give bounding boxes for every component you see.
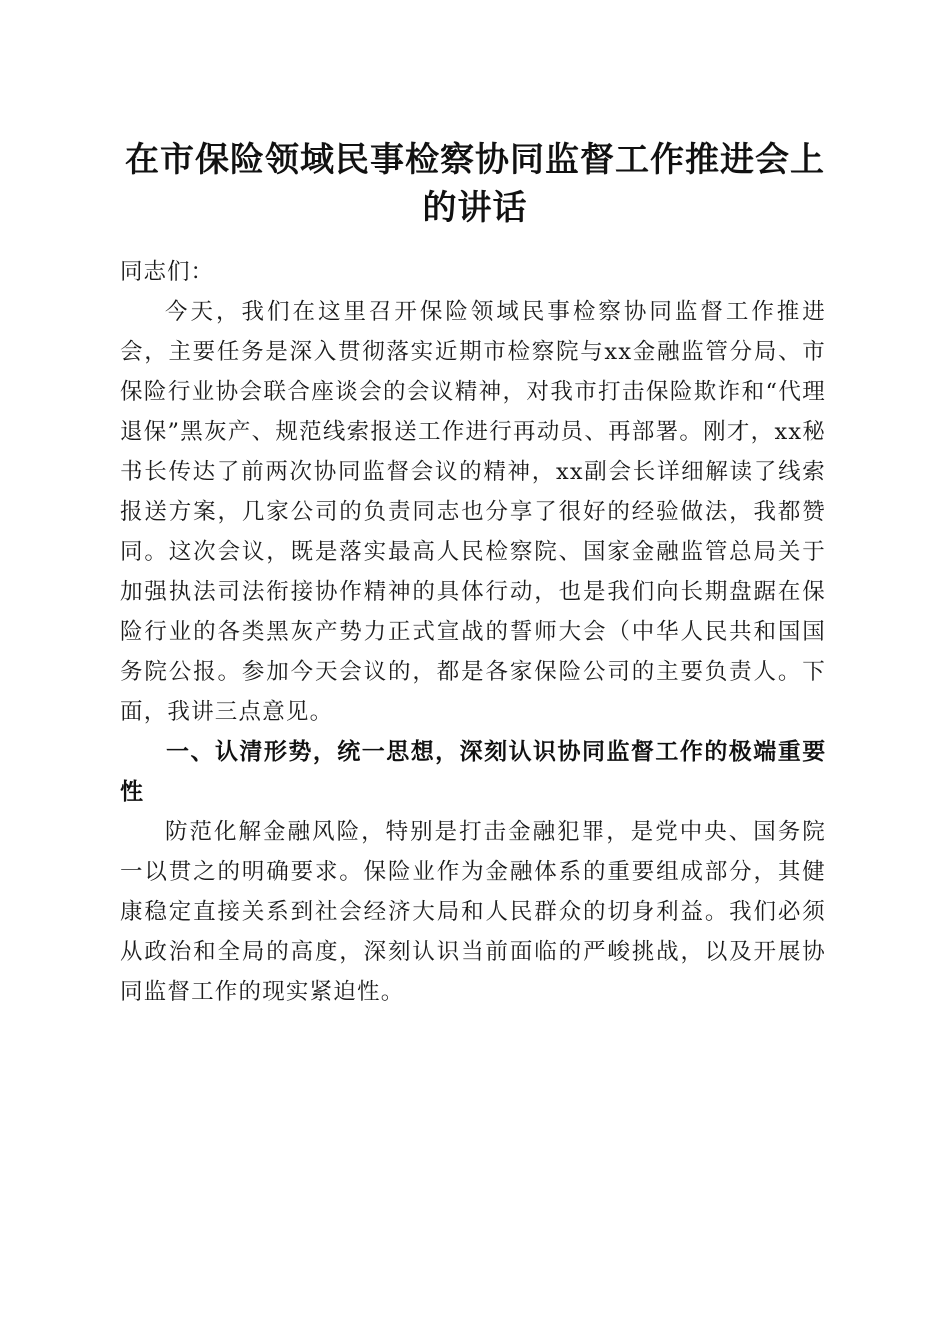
section-heading-1: 一、认清形势，统一思想，深刻认识协同监督工作的极端重要性: [120, 739, 826, 805]
salutation: 同志们：: [120, 259, 215, 285]
document-title: 在市保险领域民事检察协同监督工作推进会上的讲话: [125, 140, 825, 228]
section-paragraph-1: 防范化解金融风险，特别是打击金融犯罪，是党中央、国务院一以贯之的明确要求。保险业作为金融体系的重要组成部分，其健康稳定直接关系到社会经济大局和人民群众的切身利益。我们必须从政治和全局的高度，深刻认识当前面临的严峻挑战，以及开展协同监督工作的现实紧迫性。: [120, 819, 826, 1005]
document-body: [120, 252, 826, 1012]
intro-paragraph: 今天，我们在这里召开保险领域民事检察协同监督工作推进会，主要任务是深入贯彻落实近期市检察院与xx金融监管分局、市保险行业协会联合座谈会的会议精神，对我市打击保险欺诈和“代理退保”黑灰产、规范线索报送工作进行再动员、再部署。刚才，xx秘书长传达了前两次协同监督会议的精神，xx副会长详细解读了线索报送方案，几家公司的负责同志也分享了很好的经验做法，我都赞同。这次会议，既是落实最高人民检察院、国家金融监管总局关于加强执法司法衔接协作精神的具体行动，也是我们向长期盘踞在保险行业的各类黑灰产势力正式宣战的誓师大会（中华人民共和国国务院公报。参加今天会议的，都是各家保险公司的主要负责人。下面，我讲三点意见。: [120, 299, 826, 725]
